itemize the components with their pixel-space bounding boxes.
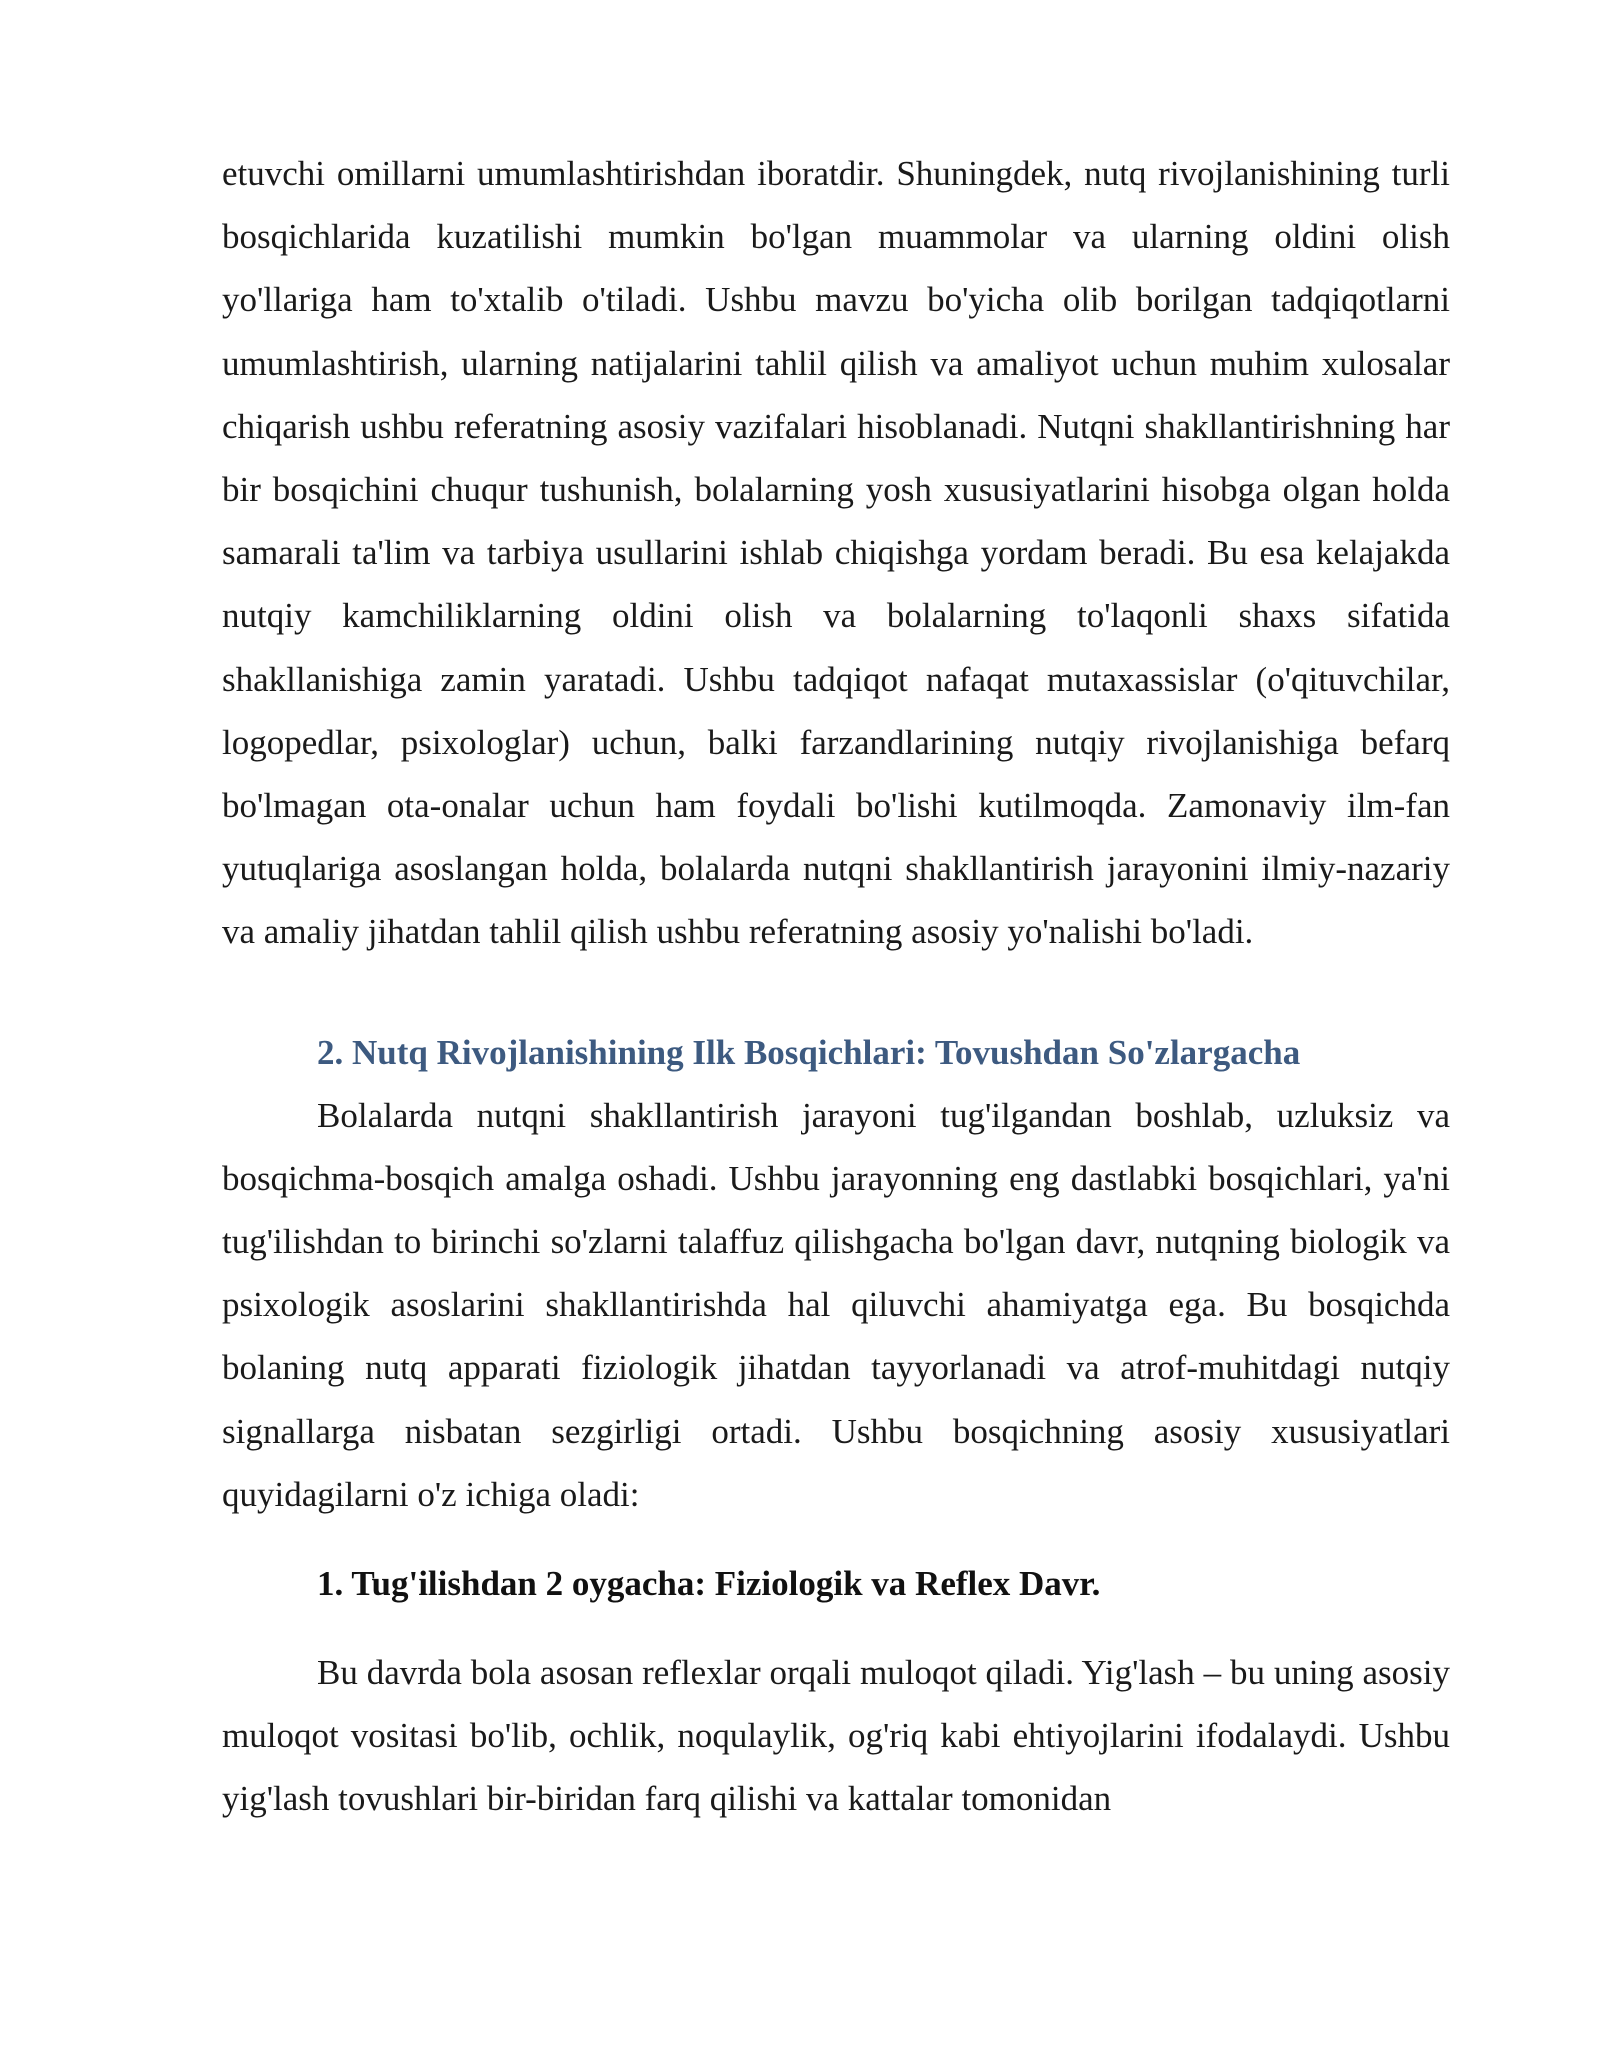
paragraph-intro-continuation: etuvchi omillarni umumlashtirishdan iboratdir. Shuningdek, nutq rivojlanishining turli bosqichlarida kuzatilishi mumkin bo'lgan muammolar va ularning oldini olish yo'llariga ham to'xtalib o'tiladi. Ushbu mavzu bo'yicha olib borilgan tadqiqotlarni umumlashtirish, ularning natijalarini tahlil qilish va amaliyot uchun muhim xulosalar chiqarish ushbu referatning asosiy vazifalari hisoblanadi. Nutqni shakllantirishning har bir bosqichini chuqur tushunish, bolalarning yosh xususiyatlarini hisobga olgan holda samarali ta'lim va tarbiya usullarini ishlab chiqishga yordam beradi. Bu esa kelajakda nutqiy kamchiliklarning oldini olish va bolalarning to'laqonli shaxs sifatida shakllanishiga zamin yaratadi. Ushbu tadqiqot nafaqat mutaxassislar (o'qituvchilar, logopedlar, psixologlar) uchun, balki farzandlarining nutqiy rivojlanishiga befarq bo'lmagan ota-onalar uchun ham foydali bo'lishi kutilmoqda. Zamonaviy ilm-fan yutuqlariga asoslangan holda, bolalarda nutqni shakllantirish jarayonini ilmiy-nazariy va amaliy jihatdan tahlil qilish ushbu referatning asosiy yo'nalishi bo'ladi. xyxy=(222,154,1450,952)
document-body xyxy=(222,142,1450,1831)
paragraph-subsection-body: Bu davrda bola asosan reflexlar orqali muloqot qiladi. Yig'lash – bu uning asosiy muloqot vositasi bo'lib, ochlik, noqulaylik, og'riq kabi ehtiyojlarini ifodalaydi. Ushbu yig'lash tovushlari bir-biridan farq qilishi va kattalar tomonidan xyxy=(222,1653,1450,1819)
subsection-heading: 1. Tug'ilishdan 2 oygacha: Fiziologik va Reflex Davr. xyxy=(317,1564,1101,1604)
section-heading: 2. Nutq Rivojlanishining Ilk Bosqichlari: Tovushdan So'zlargacha xyxy=(317,1032,1301,1072)
paragraph-section-intro: Bolalarda nutqni shakllantirish jarayoni tug'ilgandan boshlab, uzluksiz va bosqichma-bosqich amalga oshadi. Ushbu jarayonning eng dastlabki bosqichlari, ya'ni tug'ilishdan to birinchi so'zlarni talaffuz qilishgacha bo'lgan davr, nutqning biologik va psixologik asoslarini shakllantirishda hal qiluvchi ahamiyatga ega. Bu bosqichda bolaning nutq apparati fiziologik jihatdan tayyorlanadi va atrof-muhitdagi nutqiy signallarga nisbatan sezgirligi ortadi. Ushbu bosqichning asosiy xususiyatlari quyidagilarni o'z ichiga oladi: xyxy=(222,1095,1450,1514)
